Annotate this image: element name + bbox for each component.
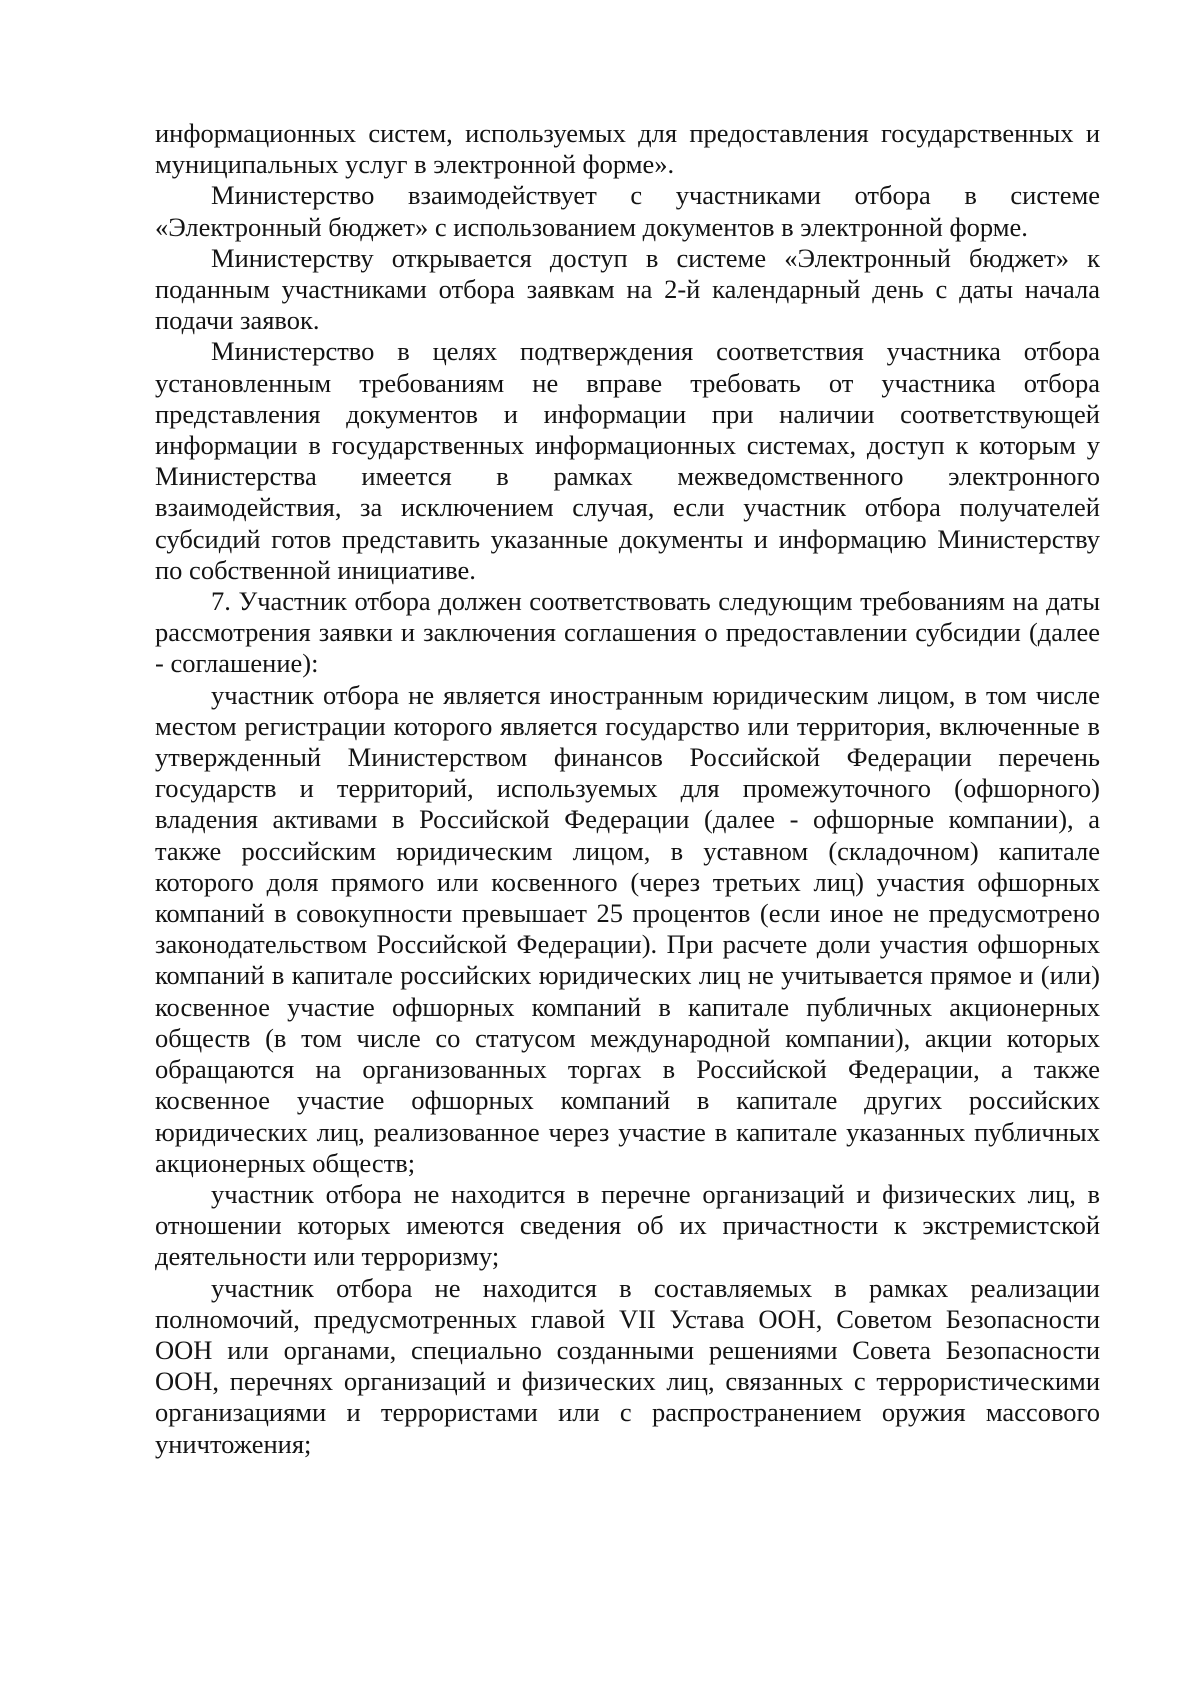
document-page <box>155 118 1100 1460</box>
paragraph-ministry-verification: Министерство в целях подтверждения соответствия участника отбора установленным требованиям не вправе требовать от участника отбора представления документов и информации при наличии соответствующей информации в государственных информационных системах, доступ к которым у Министерства имеется в рамках межведомственного электронного взаимодействия, за исключением случая, если участник отбора получателей субсидий готов представить указанные документы и информацию Министерству по собственной инициативе. <box>155 336 1100 585</box>
paragraph-requirement-offshore: участник отбора не является иностранным юридическим лицом, в том числе местом регистрации которого является государство или территория, включенные в утвержденный Министерством финансов Российской Федерации перечень государств и территорий, используемых для промежуточного (офшорного) владения активами в Российской Федерации (далее - офшорные компании), а также российским юридическим лицом, в уставном (складочном) капитале которого доля прямого или косвенного (через третьих лиц) участия офшорных компаний в совокупности превышает 25 процентов (если иное не предусмотрено законодательством Российской Федерации). При расчете доли участия офшорных компаний в капитале российских юридических лиц не учитывается прямое и (или) косвенное участие офшорных компаний в капитале публичных акционерных обществ (в том числе со статусом международной компании), акции которых обращаются на организованных торгах в Российской Федерации, а также косвенное участие офшорных компаний в капитале других российских юридических лиц, реализованное через участие в капитале указанных публичных акционерных обществ; <box>155 679 1100 1178</box>
paragraph-continuation: информационных систем, используемых для предоставления государственных и муниципальных услуг в электронной форме». <box>155 118 1100 180</box>
paragraph-requirement-extremism: участник отбора не находится в перечне организаций и физических лиц, в отношении которых имеются сведения об их причастности к экстремистской деятельности или терроризму; <box>155 1178 1100 1272</box>
paragraph-ministry-interaction: Министерство взаимодействует с участниками отбора в системе «Электронный бюджет» с использованием документов в электронной форме. <box>155 180 1100 242</box>
paragraph-requirement-un-lists: участник отбора не находится в составляемых в рамках реализации полномочий, предусмотренных главой VII Устава ООН, Советом Безопасности ООН или органами, специально созданными решениями Совета Безопасности ООН, перечнях организаций и физических лиц, связанных с террористическими организациями и террористами или с распространением оружия массового уничтожения; <box>155 1272 1100 1459</box>
paragraph-clause-7: 7. Участник отбора должен соответствовать следующим требованиям на даты рассмотрения заявки и заключения соглашения о предоставлении субсидии (далее - соглашение): <box>155 586 1100 679</box>
paragraph-ministry-access: Министерству открывается доступ в системе «Электронный бюджет» к поданным участниками отбора заявкам на 2-й календарный день с даты начала подачи заявок. <box>155 242 1100 336</box>
